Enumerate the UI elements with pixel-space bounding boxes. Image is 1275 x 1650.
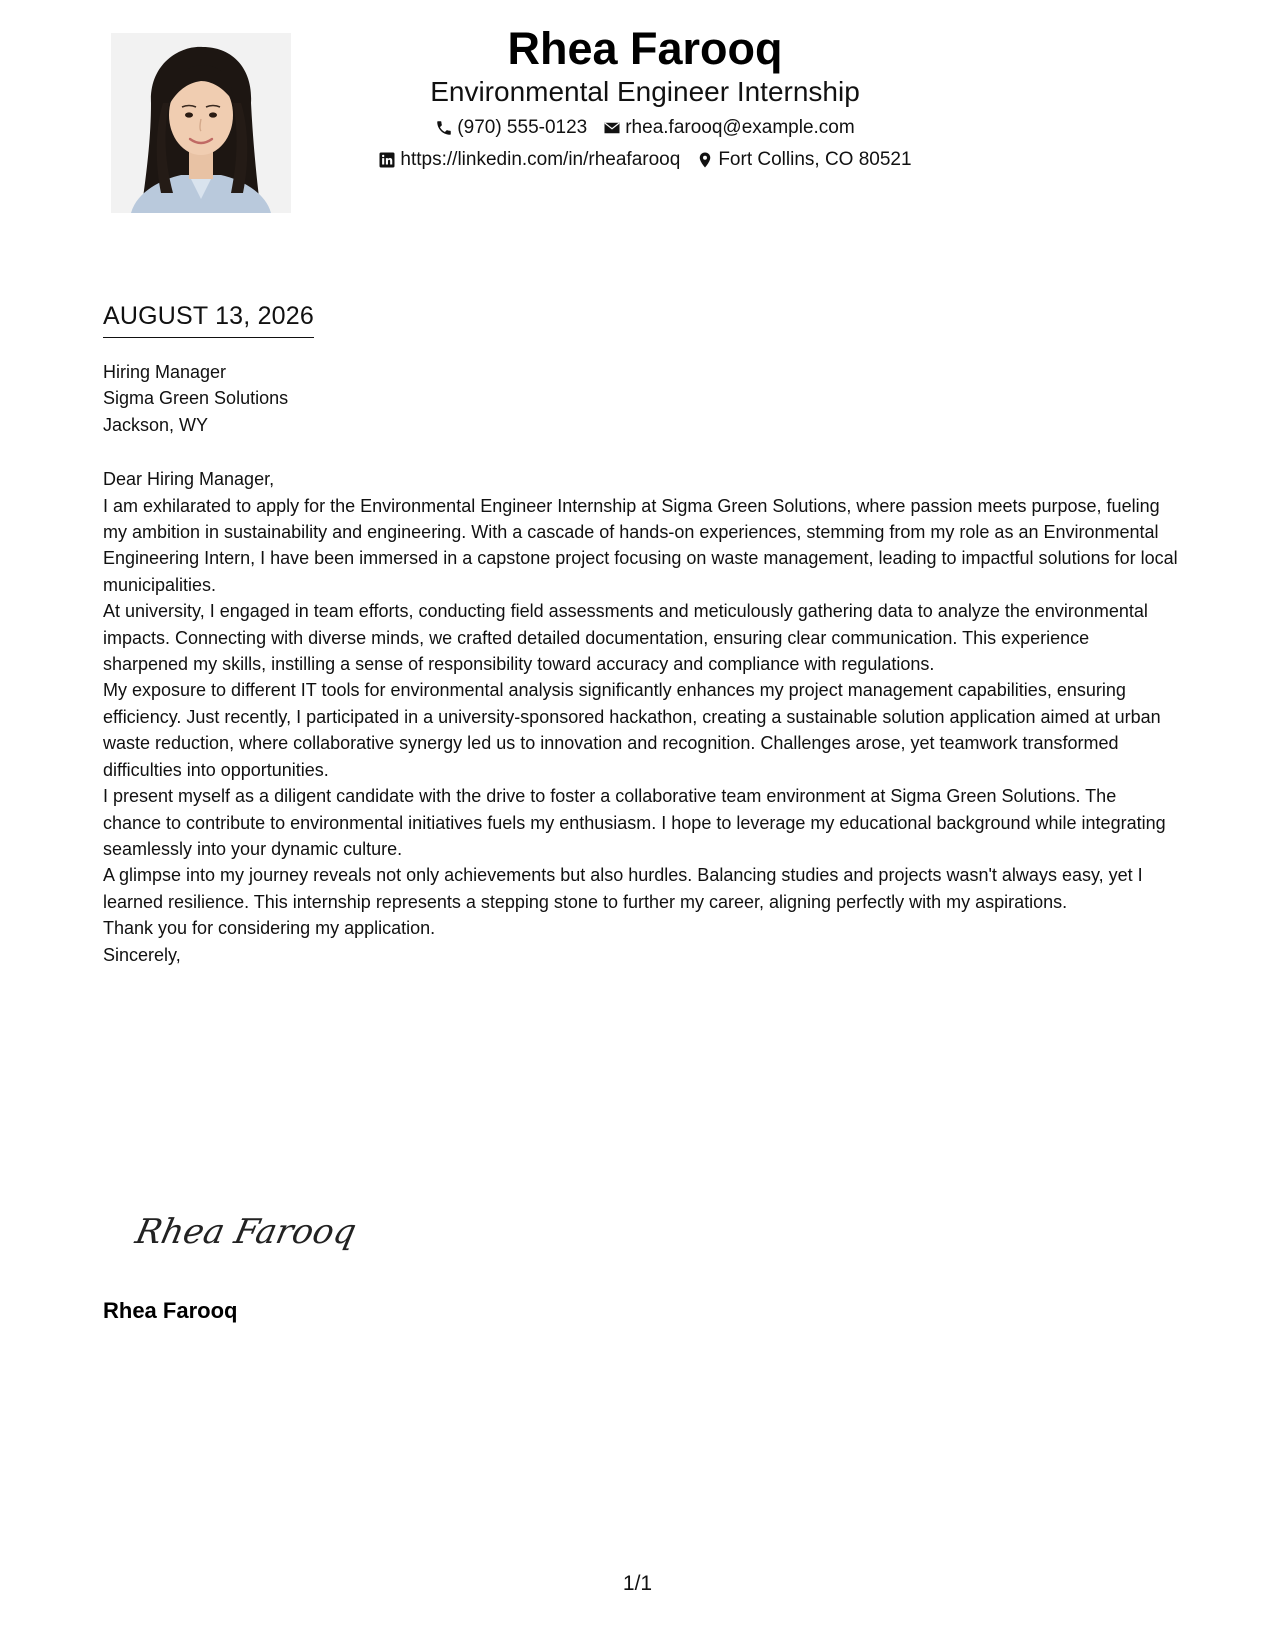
- closing: Sincerely,: [103, 944, 181, 965]
- thanks-line: Thank you for considering my application.: [103, 918, 436, 939]
- recipient-company: Sigma Green Solutions: [103, 388, 289, 409]
- contact-email[interactable]: [603, 116, 854, 140]
- applicant-name: Rhea Farooq: [507, 23, 783, 74]
- job-title: Environmental Engineer Internship: [430, 76, 860, 107]
- recipient-location: Jackson, WY: [103, 414, 209, 435]
- email-text: rhea.farooq@example.com: [625, 117, 855, 138]
- letter-body: [103, 359, 1178, 968]
- phone-text: (970) 555-0123: [457, 117, 588, 138]
- page-number: 1/1: [622, 1572, 653, 1595]
- contact-location: [696, 148, 911, 172]
- contact-row-2: [330, 148, 960, 172]
- recipient-block: [103, 359, 1178, 438]
- salutation: Dear Hiring Manager,: [103, 469, 275, 490]
- letter-date: AUGUST 13, 2026: [103, 300, 314, 338]
- contact-row-1: [330, 116, 960, 140]
- handwritten-signature: [132, 1205, 360, 1265]
- linkedin-icon: [378, 151, 396, 169]
- paragraph-4: I present myself as a diligent candidate with the drive to foster a collaborative team environment at Sigma Green Solutions. The chance to contribute to environmental initiatives fuels my enthusiasm. I hope to leverage my educational background while integrating seamlessly into your dynamic culture.: [103, 786, 1166, 859]
- phone-icon: [435, 119, 453, 137]
- signature-text: Rhea Farooq: [132, 1212, 360, 1252]
- header: [330, 22, 960, 172]
- contact-phone[interactable]: [435, 116, 587, 140]
- signer-name: Rhea Farooq: [103, 1298, 238, 1323]
- location-text: Fort Collins, CO 80521: [718, 149, 912, 170]
- contact-linkedin[interactable]: [378, 148, 680, 172]
- paragraph-2: At university, I engaged in team efforts, conducting field assessments and meticulously gathering data to analyze the environmental impacts. Connecting with diverse minds, we crafted detailed documentation, ensuring clear communication. This experience sharpened my skills, instilling a sense of responsibility toward accuracy and compliance with regulations.: [103, 601, 1148, 675]
- paragraph-5: A glimpse into my journey reveals not only achievements but also hurdles. Balancing studies and projects wasn't always easy, yet I learned resilience. This internship represents a stepping stone to further my career, aligning perfectly with my aspirations.: [103, 865, 1143, 912]
- paragraph-1: I am exhilarated to apply for the Environmental Engineer Internship at Sigma Green Solutions, where passion meets purpose, fueling my ambition in sustainability and engineering. With a cascade of hands-on experiences, stemming from my role as an Environmental Engineering Intern, I have been immersed in a capstone project focusing on waste management, leading to impactful solutions for local municipalities.: [103, 495, 1178, 595]
- envelope-icon: [603, 119, 621, 137]
- paragraph-3: My exposure to different IT tools for environmental analysis significantly enhances my project management capabilities, ensuring efficiency. Just recently, I participated in a university-sponsored hackathon, creating a sustainable solution application aimed at urban waste reduction, where collaborative synergy led us to innovation and recognition. Challenges arose, yet teamwork transformed difficulties into opportunities.: [103, 680, 1161, 780]
- portrait-image: [111, 33, 291, 213]
- profile-photo: [111, 33, 291, 213]
- recipient-title: Hiring Manager: [103, 362, 227, 382]
- map-pin-icon: [696, 151, 714, 169]
- linkedin-text: https://linkedin.com/in/rheafarooq: [400, 149, 681, 170]
